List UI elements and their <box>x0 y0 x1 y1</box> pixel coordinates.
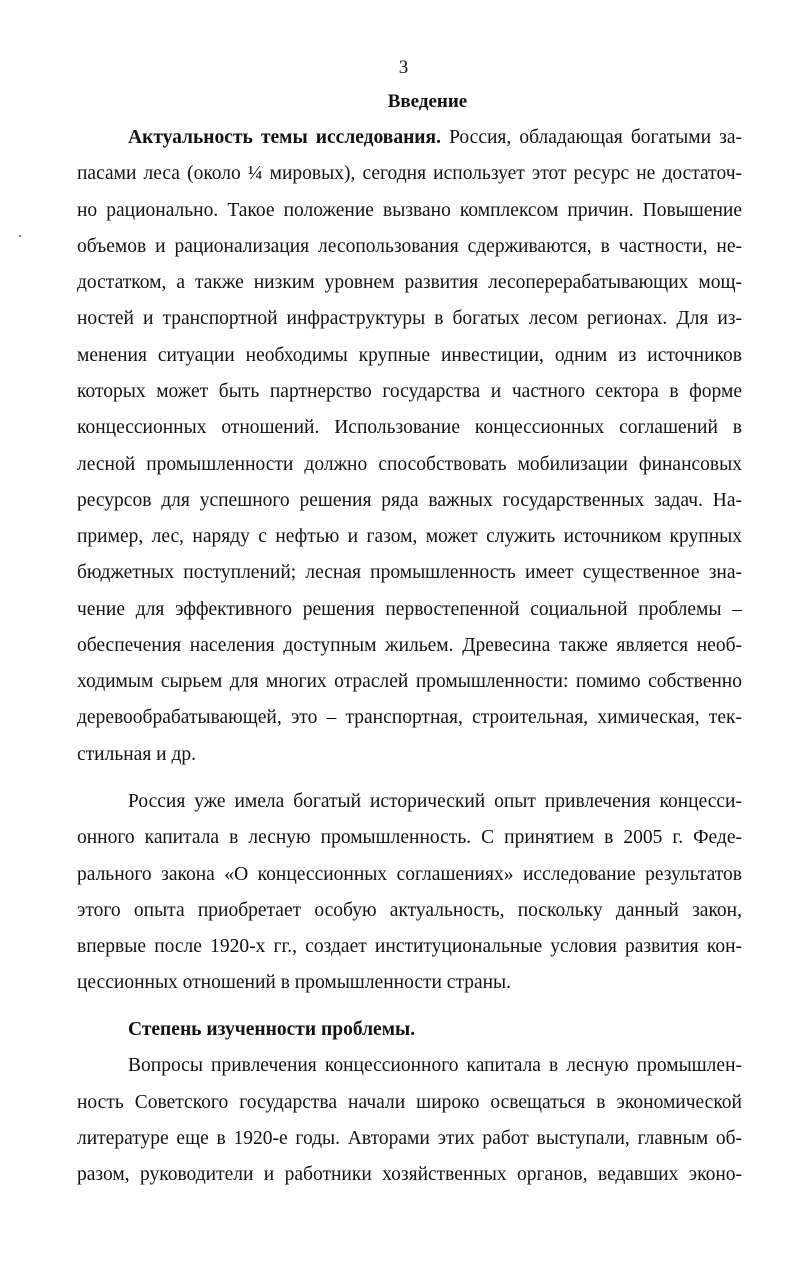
paragraph-line <box>128 126 742 150</box>
paragraph-line: объемов и рационализация лесопользования сдерживаются, в частности, не- <box>77 236 742 257</box>
paragraph-line: Россия уже имела богатый исторический опыт привлечения концесси- <box>128 791 742 812</box>
paragraph-line: рального закона «О концессионных соглашениях» исследование результатов <box>77 864 742 885</box>
paragraph-line: онного капитала в лесную промышленность. С принятием в 2005 г. Феде- <box>77 827 742 848</box>
paragraph-line: обеспечения населения доступным жильем. Древесина также является необ- <box>77 635 742 656</box>
paragraph-line: впервые после 1920-х гг., создает институциональные условия развития кон- <box>77 936 742 957</box>
paragraph-line: ресурсов для успешного решения ряда важных государственных задач. На- <box>77 490 742 511</box>
paragraph-line: ность Советского государства начали широко освещаться в экономической <box>77 1092 742 1113</box>
paragraph-lead-bold: Актуальность темы исследования. <box>128 127 441 148</box>
paragraph-line: которых может быть партнерство государства и частного сектора в форме <box>77 381 742 402</box>
subsection-heading: Степень изученности проблемы. <box>128 1019 416 1040</box>
paragraph-line: литературе еще в 1920-е годы. Авторами этих работ выступали, главным об- <box>77 1128 742 1149</box>
paragraph-line: Вопросы привлечения концессионного капитала в лесную промышлен- <box>128 1055 742 1076</box>
paragraph-line: цессионных отношений в промышленности страны. <box>77 972 512 993</box>
page-number: 3 <box>398 57 409 78</box>
paragraph-line: концессионных отношений. Использование концессионных соглашений в <box>77 417 742 438</box>
paragraph-line: бюджетных поступлений; лесная промышленность имеет существенное зна- <box>77 562 742 583</box>
paragraph-line: стильная и др. <box>77 744 197 765</box>
paragraph-line: менения ситуации необходимы крупные инвестиции, одним из источников <box>77 345 742 366</box>
paragraph-line: лесной промышленности должно способствовать мобилизации финансовых <box>77 454 742 475</box>
paragraph-line: пример, лес, наряду с нефтью и газом, может служить источником крупных <box>77 526 742 547</box>
paragraph-line: деревообрабатывающей, это – транспортная, строительная, химическая, тек- <box>77 707 742 728</box>
paragraph-line: ностей и транспортной инфраструктуры в богатых лесом регионах. Для из- <box>77 308 742 329</box>
section-heading-introduction: Введение <box>387 91 468 112</box>
scan-speck <box>19 235 21 237</box>
paragraph-line: пасами леса (около ¼ мировых), сегодня использует этот ресурс не достаточ- <box>77 163 742 184</box>
paragraph-line: но рационально. Такое положение вызвано комплексом причин. Повышение <box>77 200 742 221</box>
paragraph-line: ходимым сырьем для многих отраслей промышленности: помимо собственно <box>77 671 742 692</box>
paragraph-line: разом, руководители и работники хозяйственных органов, ведавших эконо- <box>77 1164 742 1185</box>
paragraph-line: этого опыта приобретает особую актуальность, поскольку данный закон, <box>77 900 742 921</box>
paragraph-line-text: Россия, обладающая богатыми за- <box>440 127 742 148</box>
paragraph-line: чение для эффективного решения первостепенной социальной проблемы – <box>77 599 742 620</box>
paragraph-line: достатком, а также низким уровнем развития лесоперерабатывающих мощ- <box>77 272 742 293</box>
